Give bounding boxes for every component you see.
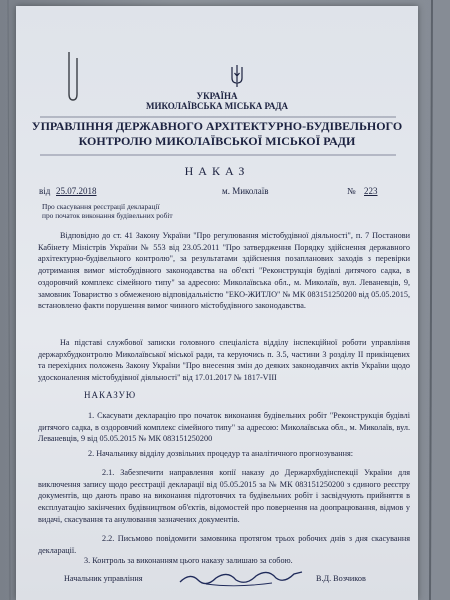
number-sign: № bbox=[347, 186, 356, 196]
document-type-title: НАКАЗ bbox=[184, 164, 250, 178]
order-item-2: 2. Начальнику відділу дозвільних процедур та аналітичного прогнозування: bbox=[88, 449, 354, 458]
body-paragraph-1: Відповідно до ст. 41 Закону України "Про регулювання містобудівної діяльності", п. 7 Постанови Кабінету Міністрів України № 553 від 23.05.2011 "Про затвердження Порядку здійснення державного архітектурно-будівельного контролю", за результатами здійснення позапланових заходів з перевірки дотримання вимог містобудівного законодавства на об'єкті "Реконструкція будівлі дитячого садка, в оздоровчий комплекс сімейного типу" за адресою: Миколаївська обл., м. Миколаїв, вул. Леваневців, 9, замовник Товариство з обмеженою відповідальністю "ЕКО-ЖИТЛО" № МК 083151250200 від 05.05.2015, встановлено факти порушення вимог чинного містобудівного законодавства. bbox=[38, 231, 410, 311]
trident-emblem-icon bbox=[230, 64, 244, 88]
department-heading-line-1: УПРАВЛІННЯ ДЕРЖАВНОГО АРХІТЕКТУРНО-БУДІВЕЛЬНОГО bbox=[31, 119, 403, 133]
signatory-name: В.Д. Возчиков bbox=[316, 574, 366, 583]
order-item-1: 1. Скасувати декларацію про початок виконання будівельних робіт "Реконструкція будівлі дитячого садка, в оздоровчий комплекс сімейного типу" за адресою: Миколаївська обл., м. Миколаїв, вул. Леваневців, 9 від 05.05.2015 № МК 083151250200 bbox=[38, 411, 410, 444]
order-item-2-1: 2.1. Забезпечити направлення копії наказу до Держархбудінспекції України для виключення запису щодо реєстрації декларації від 05.05.2015 за № МК 083151250200 з єдиного реєстру документів, що дають право на виконання підготовчих та будівельних робіт і засвідчують прийняття в експлуатацію закінчених будівництвом об'єктів, відомостей про повернення на доопрацювання, відмов у видачі, скасування та анулювання зазначених документів. bbox=[38, 468, 410, 524]
council-heading: МИКОЛАЇВСЬКА МІСЬКА РАДА bbox=[145, 101, 289, 111]
document-city: м. Миколаїв bbox=[222, 186, 269, 196]
country-heading: УКРАЇНА bbox=[196, 91, 238, 101]
date-label: від bbox=[39, 186, 51, 196]
document-number: 223 bbox=[364, 186, 378, 196]
subject-line-1: Про скасування реєстрації декларації bbox=[42, 202, 160, 211]
order-item-3: 3. Контроль за виконанням цього наказу залишаю за собою. bbox=[84, 556, 293, 565]
document-date: 25.07.2018 bbox=[56, 186, 97, 196]
order-heading: НАКАЗУЮ bbox=[84, 390, 137, 400]
order-document bbox=[16, 6, 418, 600]
signatory-position: Начальник управління bbox=[64, 574, 143, 583]
department-heading-line-2: КОНТРОЛЮ МИКОЛАЇВСЬКОЇ МІСЬКОЇ РАДИ bbox=[78, 134, 356, 148]
order-item-2-2: 2.2. Письмово повідомити замовника протягом трьох робочих днів з дня скасування декларації. bbox=[38, 534, 410, 555]
body-paragraph-2: На підставі службової записки головного спеціаліста відділу інспекційної роботи управління держархбудконтролю Миколаївської міської ради, та керуючись п. 3.5, частини 3 розділу ІІ прикінцевих та перехідних положень Закону України "Про внесення змін до деяких законодавчих актів України щодо удосконалення містобудівної діяльності" від 17.01.2017 № 1817-VIII bbox=[38, 338, 410, 383]
subject-line-2: про початок виконання будівельних робіт bbox=[42, 211, 173, 220]
handwritten-signature bbox=[176, 566, 306, 590]
